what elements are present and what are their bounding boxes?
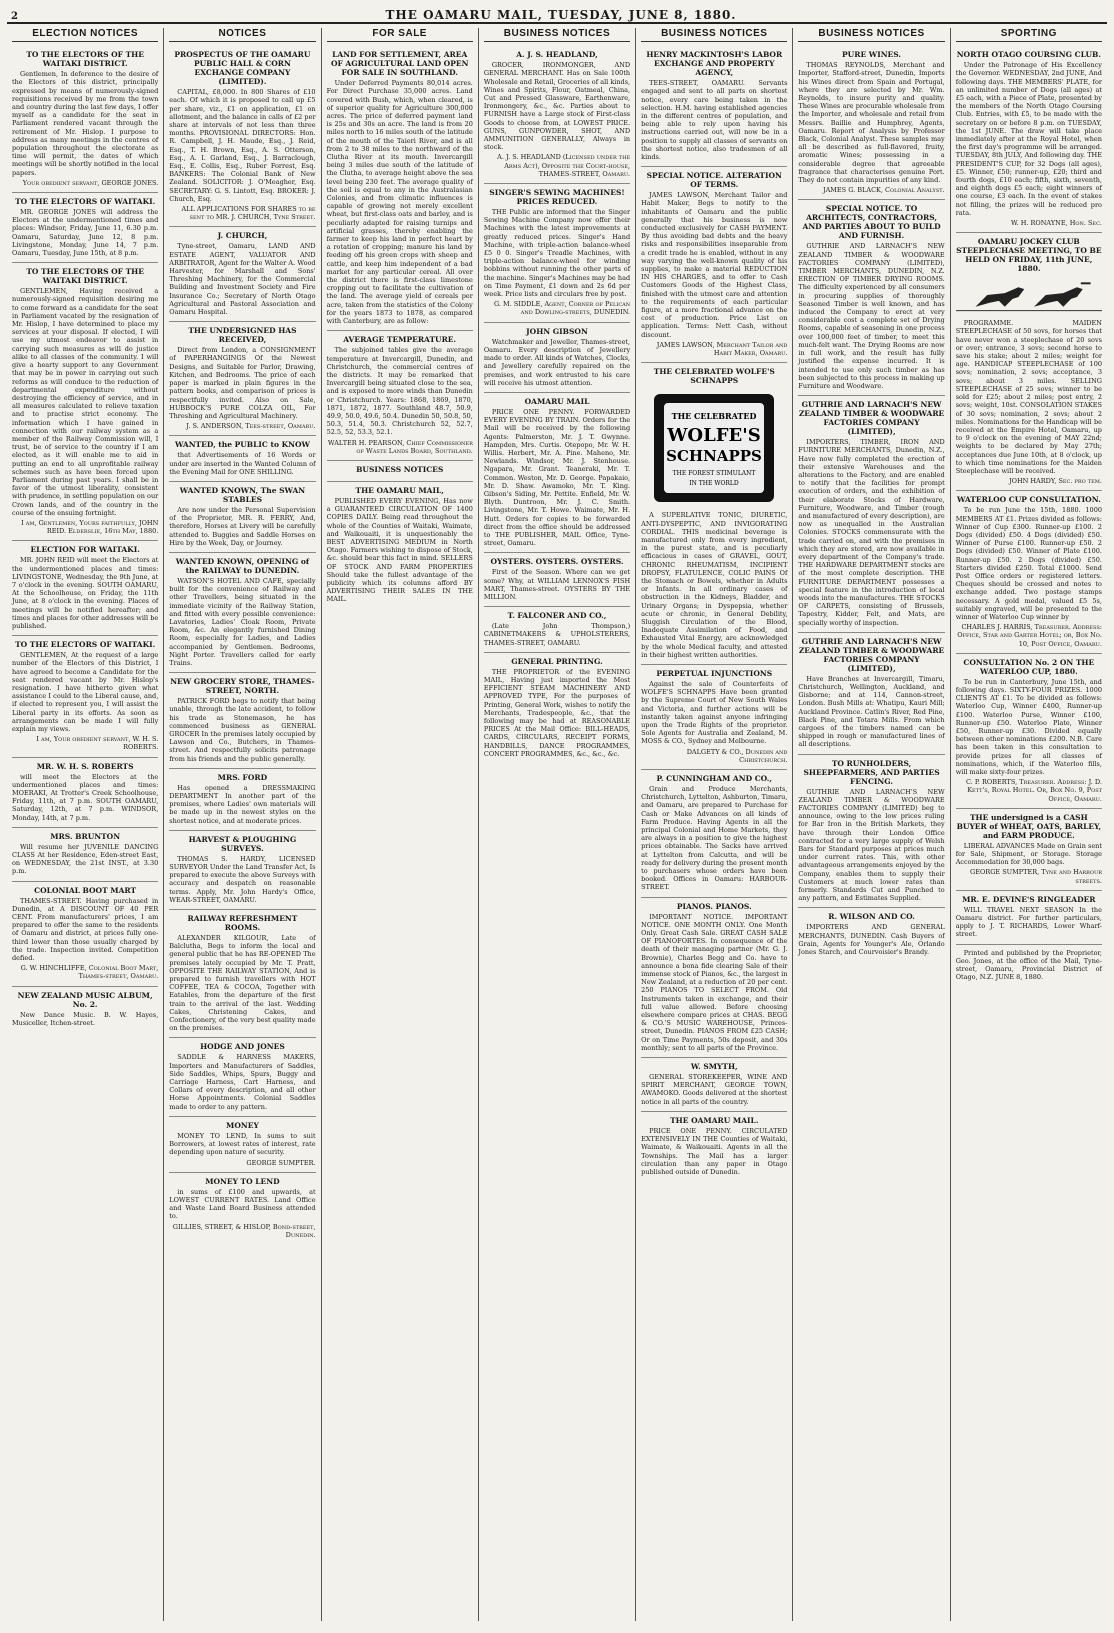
advert-body: JAMES LAWSON, Merchant Tailor and Habit Maker, Begs to notify to the inhabitants of Oamaru and the public generally that his business is now conducted exclusively for CASH PAYMENT. By thus avoiding bad debts and the heavy risks and responsibilities inseparable from a credit trade he is enabled, without in any way varying the well-known quality of his supplies, to make a material REDUCTION IN HIS CHARGES, and to offer to Cash Customers Goods of the Highest Class, finished with the utmost care and attention to the requirements of each particular figure, at a more fractional advance on the cost of production. Price List on application. Terms: Nett Cash, without discount. xyxy=(641,191,788,339)
advert-signature: JOHN HARDY, Sec. pro tem. xyxy=(1009,477,1102,486)
advert-body: THE PROPRIETOR of the EVENING MAIL, Having just imported the Most EFFICIENT STEAM MACHINERY AND APPROVED TYPE, For the purposes of Printing, General Work, wishes to notify the Merchants, Tradespeople, &c., that the following may be had at REASONABLE PRICES At the Mail Office: BILL-HEADS, CARDS, CIRCULARS, RECEIPT FORMS, HANDBILLS, DANCE PROGRAMMES, CONCERT PROGRAMMES, &c., &c., &c. xyxy=(483,667,631,758)
advert-body: Under the Patronage of His Excellency the Governor. WEDNESDAY, 2nd JUNE, And following days. THE MEMBERS' PLATE, for an unlimited number of Dogs (all ages) at £5 each, with a Piece of Plate, presented by the members of the North Otago Coursing Club. Entries, with £5, to be made with the secretary on or before 8 p.m. on TUESDAY, the 1st JUNE. The draw will take place immediately after at the Royal Hotel, when the first day's programme will be arranged. TUESDAY, 8th JULY, And following day. THE PRESIDENT'S CUP, for 32 Dogs (all ages), £5. Winner, £50; runner-up, £20; third and fourth dogs, £10 each; fifth, sixth, seventh, and eighth dogs £5 each; eight winners of one course, £3 each. In the event of stakes not filling, the prizes will be reduced pro rata. xyxy=(955,61,1102,217)
label-line: IN THE WORLD xyxy=(689,480,739,488)
advert-guthrie-and-larnach-s-new-zealand-timber xyxy=(798,396,944,633)
advert-body: THOMAS S. HARDY, LICENSED SURVEYOR Under the Land Transfer Act, Is prepared to execute the above Surveys with accuracy and despatch on reasonable terms. Apply, Mr. John Hardy's Office, WEAR-STREET, OAMARU. xyxy=(169,854,316,904)
advert-special-notice-to-architects-contractors xyxy=(798,200,944,396)
advert-to-the-electors-of-waitaki xyxy=(12,636,158,757)
advert-to-runholders-sheepfarmers-and-parties-f xyxy=(798,755,944,909)
advert-heading: T. FALCONER AND CO., xyxy=(507,611,607,621)
advert-signature: J. S. ANDERSON, Tees-street, Oamaru. xyxy=(186,422,316,431)
column-business-notices-3 xyxy=(793,28,950,1621)
advert-railway-refreshment-rooms xyxy=(169,910,315,1038)
label-line: WOLFE'S xyxy=(667,425,762,447)
label-line: SCHNAPPS xyxy=(666,447,763,466)
advert-john-gibson xyxy=(484,323,630,393)
advert-signature: I am, Your obedient servant, W. H. S. ROBERTS. xyxy=(36,735,159,752)
advert-body: To be run June the 15th, 1880. 1000 MEMBERS AT £1. Prizes divided as follows: Winner of Cup £300. Runner-up £100. 2 Dogs (divided) £50. 4 Dogs (divided) £50. Winner of Purse £100. Runner-up £50. 2 Dogs (divided) £50. Winner of Plate £100. Runner-up £50. 2 Dogs (divided) £50. Starters divided £250. Total £1000. Send Post Office orders or registered letters. Cheques should be crossed and notes to exchange added. Two postage stamps necessary. A gold medal, valued £5 5s, suitably engraved, will be presented to the winner of Waterloo Cup winner by xyxy=(955,506,1102,621)
advert-body: IMPORTERS AND GENERAL MERCHANTS, DUNEDIN. Cash Buyers of Grain, Agents for Younger's Ale, Orlando Jones Starch, and Courvoisier's Brandy. xyxy=(798,923,945,957)
advert-heading: TO THE ELECTORS OF WAITAKI. xyxy=(15,197,156,207)
bottle-icon xyxy=(649,389,779,507)
advert-heading: HODGE AND JONES xyxy=(200,1042,285,1052)
advert-heading: LAND FOR SETTLEMENT, AREA OF AGRICULTURAL LAND OPEN FOR SALE IN SOUTHLAND. xyxy=(330,50,469,78)
advert-colonial-boot-mart xyxy=(12,882,158,987)
advert-heading: MONEY xyxy=(226,1120,259,1130)
advert-heading: TO THE ELECTORS OF THE WAITAKI DISTRICT. xyxy=(26,50,144,69)
column-notices xyxy=(164,28,321,1621)
masthead xyxy=(7,6,1107,24)
horse-icon xyxy=(956,277,1102,315)
advert-oamaru-jockey-club-steeplechase-meeting- xyxy=(956,233,1102,491)
advert-body: PRICE ONE PENNY. CIRCULATED EXTENSIVELY IN THE Counties of Waitaki, Waimate, & Waikouaiti. Agents in all the Townships. The Mail has a larger circulation than any paper in Otago published outside of Dunedin. xyxy=(641,1126,788,1176)
advert-heading: HARVEST & PLOUGHING SURVEYS. xyxy=(188,834,297,853)
advert-body: Under Deferred Payments 80,014 acres. For Direct Purchase 35,000 acres. Land covered with Bush, which, when cleared, is of superior quality for Agriculture 300,000 acres. The price of deferred payment land is 25s and 30s an acre. The land is from 20 miles north to 16 miles south of the latitude of the mouth of the Taieri River, and is all from 2 to 38 miles to the northward of the Clutha River at its mouth. Invercargill being 3 miles due south of the latitude of the Clutha, to average height above the sea level being 230 feet. The average quality of the soil is equal to any in the Australasian Colonies, and from climatic influences is capable of growing not merely excellent wheat, but first-class oats and barley, and is peculiarly adapted for raising turnips and artificial grasses, thereby enabling the farmer to keep his land in perfect heart by a rotation of cropping; manure his land by feeding off his green crops with sheep and cattle, and keep him independent of a bad market for any particular cereal. All over the district there is first-class limestone cropping out to facilitate the cultivation of the land. The average yield of cereals per acre, taken from the statistics of the Colony for the years 1873 to 1878, as compared with Canterbury, are as follow: xyxy=(326,79,473,326)
advert-body: Printed and published by the Proprietor, Geo. Jones, at the office of the Mail, Tyne-street, Oamaru, Provincial District of Otago, N.Z. JUNE 8, 1880. xyxy=(955,948,1102,982)
advert-heading: MRS. FORD xyxy=(217,772,268,782)
ad-list xyxy=(956,46,1102,986)
advert-wanted-known-the-swan-stables xyxy=(169,482,315,553)
advert-body: IMPORTERS, TIMBER, IRON AND FURNITURE MERCHANTS, Dunedin, N.Z., Have now fully completed the erection of their extensive Warehouses and the alterations to the Factory, and are enabled to notify that the facilities for prompt execution of orders, and the exhibition of their elaborate Stocks of Hardware, Furniture, Woodware, and Timber (rough and manufactured of every description), are now as unequalled in the Australian Colonies. STOCKS commensurate with the trade carried on, and with the premises in which they are stored, are now available in every department of the Company's trade. THE HARDWARE DEPARTMENT stocks are of the most complete description. THE FURNITURE DEPARTMENT possesses a special feature in the introduction of local woods into the manufactures. THE STOCKS OF CARPETS, consisting of Brussels, Tapestry, Kidder, Felt, and Mats, are specially worthy of inspection. xyxy=(798,438,945,627)
advert-body: GENTLEMEN, Having received a numerously-signed requisition desiring me to come forward as a candidate for the seat in Parliament vacated by the resignation of Mr. Hislop, I have determined to place my services at your disposal. If elected, I will use my utmost endeavor to assist in carrying such measures as will do justice alike to all classes of the community. I will give a hearty support to any Government that may be in power in carrying out such reforms as will conduce to the reduction of departmental expenditure without destroying the efficiency of service, and in all measures calculated to relieve taxation and to practise strict economy. The information which I have gained in connection with our railway system as a member of the Railway Commission will, I trust, be of service to the country if I am elected, as it will enable me to aid in putting an end to all unprofitable railway schemes such as have been forced upon Parliament during past years. I shall be in favor of the utmost liberality, consistent with prudence, in settling population on our Crown lands, and of the country in the course of the ensuing fortnight. xyxy=(12,287,159,517)
advert-heading: P. CUNNINGHAM AND CO., xyxy=(656,773,773,783)
advert-money xyxy=(169,1117,315,1173)
advert-body: Are now under the Personal Supervision of the Proprietor, MR. R. FERRY, And, therefore, Horses at Livery will be carefully attended to. Buggies and Saddle Horses on Hire by the Week, Day, or Journey. xyxy=(169,505,316,547)
advert-heading: MONEY TO LEND xyxy=(205,1176,280,1186)
advert-oamaru-mail xyxy=(484,393,630,553)
ad-list xyxy=(484,46,630,763)
advert-heading: GENERAL PRINTING. xyxy=(511,656,603,666)
advert-t-falconer-and-co xyxy=(484,607,630,653)
advert-new-zealand-music-album-no-2 xyxy=(12,987,158,1032)
advert-heading: OAMARU JOCKEY CLUB STEEPLECHASE MEETING, TO BE HELD ON FRIDAY, 11th JUNE, 1880. xyxy=(956,237,1102,274)
racehorse-engraving xyxy=(956,277,1102,315)
masthead-title: THE OAMARU MAIL, TUESDAY, JUNE 8, 1880. xyxy=(385,8,737,22)
column-business-notices-2 xyxy=(636,28,793,1621)
advert-heading: ELECTION FOR WAITAKI. xyxy=(30,545,140,555)
advert-to-the-electors-of-the-waitaki-district xyxy=(12,263,158,541)
advert-body: New Dance Music. B. W. Hayes, Musiceller, Itchen-street. xyxy=(12,1010,159,1027)
advert-the-oamaru-mail xyxy=(327,482,473,609)
advert-heading: RAILWAY REFRESHMENT ROOMS. xyxy=(187,914,298,933)
advert-heading: HENRY MACKINTOSH'S LABOR EXCHANGE AND PROPERTY AGENCY, xyxy=(646,50,783,78)
advert-body: will meet the Electors at the undermentioned places and times: MOERAKI, At Trotter's Creek Schoolhouse, Friday, 11th, at 7 p.m. SOUTH OAMARU, Saturday, 12th, at 7 p.m. WINDSOR, Monday, 14th, at 7 p.m. xyxy=(12,772,159,822)
advert-body: MR. JOHN REID will meet the Electors at the undermentioned places and times: LIVINGSTONE, Wednesday, the 9th June, at 7 o'clock in the evening. SOUTH OAMARU, At the Schoolhouse, on Friday, the 11th June, at 8 o'clock in the evening. Places of meetings will be notified hereafter; and times and places for other addresses will be published. xyxy=(12,556,159,630)
advert-body: THOMAS REYNOLDS, Merchant and Importer, Stafford-street, Dunedin, Imports his Wines direct from Spain and Portugal, where they are selected by Mr. Wm. Reynolds, to insure purity and quality. These Wines are procurable wholesale from the Importer, and wholesale and retail from Messrs. Baillie and Humphrey, Agents, Oamaru. Report of Analysis by Professor Black, Colonial Analyst. These samples may all be described as full-flavored, fruity, aromatic Wines; possessing in a considerable degree that agreeable fragrance that characterises genuine Port. They do not contain impurities of any kind. xyxy=(798,61,945,185)
advert-body: First of the Season. Where can we get some? Why, at WILLIAM LENNOX'S FISH MART, Thames-street. OYSTERS BY THE MILLION. xyxy=(483,568,631,601)
advert-heading: A. J. S. HEADLAND, xyxy=(516,50,598,60)
advert-body: A SUPERLATIVE TONIC, DIURETIC, ANTI-DYSPEPTIC, AND INVIGORATING CORDIAL. THIS medicinal beverage is manufactured only from every ingredient, in the purest state, and is peculiarly efficacious in cases of GRAVEL, GOUT, CHRONIC RHEUMATISM, INCIPIENT DROPSY, FLATULENCE, COLIC PAINS Of the Stomach or Bowels, whether in Adults or Infants. In all ordinary cases of obstruction in the Kidneys, Bladder, and Urinary Organs; in Dyspepsia, whether acute or chronic, in General Debility, Sluggish Circulation of the Blood, Inadequate Assimilation of Food, and Exhausted Vital Energy, are acknowledged by the whole Medical faculty, and attested in their highest written authorities. xyxy=(641,511,788,659)
advert-body: CAPITAL, £8,000. In 800 Shares of £10 each. Of which it is proposed to call up £5 per share, viz., £1 on application, £1 on allotment, and the balance in calls of £2 per share at intervals of not less than three months. PROVISIONAL DIRECTORS: Hon. R. Campbell, J. H. Maude, Esq., J. Reid, Esq., T. H. Brown, Esq., A. S. Otterson, Esq., A. I. Garland, Esq., J. Barraclough, Esq., E. Collis, Esq., Ruber Forrest, Esq. BANKERS: The Colonial Bank of New Zealand. SOLICITOR: J. O'Meagher, Esq. SECRETARY: G. S. Lintott, Esq. BROKER: J. Church, Esq. xyxy=(169,88,316,203)
advert-body: Against the sale of Counterfeits of WOLFE'S SCHNAPPS Have been granted by the Supreme Court of New South Wales and Victoria, and further actions will be instantly taken against anyone infringing upon the Trade Rights of the proprietor. Sole Agents for Australia and Zealand, M. MOSS & CO., Sydney and Melbourne. xyxy=(641,679,788,746)
advert-heading: JOHN GIBSON xyxy=(526,326,588,336)
advert-mrs-brunton xyxy=(12,828,158,882)
advert-mr-e-devine-s-ringleader xyxy=(956,891,1102,945)
advert-heading: MR. W. H. S. ROBERTS xyxy=(36,761,134,771)
advert-harvest-ploughing-surveys xyxy=(169,831,315,910)
advert-heading: PERPETUAL INJUNCTIONS xyxy=(656,668,773,678)
advert-heading: THE CELEBRATED WOLFE'S SCHNAPPS xyxy=(653,367,775,386)
advert-body: MR. GEORGE JONES will address the Electors at the undermentioned times and places: Windsor, Friday, June 11, 6.30 p.m. Oamaru, Saturday, June 12, 8 p.m. Livingstone, Monday, June 14, 7 p.m. Oamaru, Tuesday, June 15th, at 8 p.m. xyxy=(12,208,159,258)
advert-body: Has opened a DRESSMAKING DEPARTMENT In another part of the premises, where Ladies' own materials will be made up in the newest styles on the shortest notice, and at moderate prices. xyxy=(169,783,316,825)
advert-heading: NEW ZEALAND MUSIC ALBUM, No. 2. xyxy=(17,990,153,1009)
newspaper-page xyxy=(7,6,1107,1621)
advert-the-undersigned-has-received xyxy=(169,322,315,436)
column-header: BUSINESS NOTICES xyxy=(484,28,630,42)
advert-heading: TO THE ELECTORS OF WAITAKI. xyxy=(15,640,156,650)
advert-body: Watchmaker and Jeweller, Thames-street, Oamaru. Every description of Jewellery made to order. All kinds of Watches, Clocks, and Jewellery carefully repaired on the premises, and work entrusted to his care will receive his utmost attention. xyxy=(483,337,631,387)
advert-body: TEES-STREET, OAMARU. Servants engaged and sent to all parts on shortest notice, every care being taken in the selection. H.M. having established agencies in the different centres of population, and being able to rely upon having his instructions carried out, will now be in a position to supply all classes of servants on the shortest notice, also tradesmen of all kinds. xyxy=(641,79,788,162)
advert-signature: A. J. S. HEADLAND (Licensed under the Arms Act), Opposite the Court-house, THAMES-STREET, Oamaru. xyxy=(497,153,631,178)
advert-heading: THE OAMARU MAIL. xyxy=(670,1115,759,1125)
advert-heading: THE OAMARU MAIL, xyxy=(355,485,444,495)
advert-signature: G. M. SIDDLE, Agent, Corner of Pelican and Dowling-streets, DUNEDIN. xyxy=(493,300,631,317)
advert-hodge-and-jones xyxy=(169,1038,315,1116)
advert-signature: C. P. ROBERTS, Treasurer. Address: J. D. Kett's, Royal Hotel. Or, Box No. 9, Post Office, Oamaru. xyxy=(965,778,1102,803)
advert-signature: GEORGE SUMPTER, Tyne and Harbour streets. xyxy=(970,868,1102,885)
advert-heading: MR. E. DEVINE'S RINGLEADER xyxy=(962,894,1096,904)
advert-body: PATRICK FORD begs to notify that being unable, through the late accident, to follow his trade as Stonemason, he has commenced business as GENERAL GROCER In the premises lately occupied by Lawson and Co., Butchers, in Thames-street. And respectfully solicits patronage from his friends and the public generally. xyxy=(169,697,316,763)
advert-business-notices xyxy=(327,461,473,482)
advert-body: MONEY TO LEND, In sums to suit Borrowers, at lowest rates of interest, rate depending upon nature of security. xyxy=(169,1131,316,1157)
advert-body: PRICE ONE PENNY. FORWARDED EVERY EVENING BY TRAIN. Orders for the Mail will be received by the following Agents: Palmerston, Mr. J. T. Gwynne. Hampden, Mrs. Curtis. Otepopo, Mr. W. H. Willis. Herbert, Mr. A. Pine. Maheno, Mr. Newlands. Windsor, Mr. J. Stenhouse. Ngapara, Mr. Grant. Teaneraki, Mr. T. Common. Weston, Mr. D. George. Papakaio, Mr. D. Shaw. Awamoko, Mr. T. King. Gibson's Siding, Mr. Pettite. Enfield, Mr. W. Blyth. Duntroon, Mr. J. C. Smith. Livingstone, Mr. T. Howe. Waimate, Mr. H. Hutt. Orders for copies to be forwarded direct from the office should be addressed to THE PUBLISHER, MAIL Office, Tyne-street, Oamaru. xyxy=(483,407,631,548)
advert-heading: J. CHURCH, xyxy=(217,231,268,241)
advert-mr-w-h-s-roberts xyxy=(12,758,158,828)
advert-body: Gentlemen, In deference to the desire of the Electors of this district, principally expressed by means of numerously-signed requisitions received by me from the town and country during the last few days, I offer myself as a candidate for the seat in Parliament rendered vacant through the retirement of Mr. Hislop. I purpose to address as many meetings in the centres of population throughout the electorate as time will permit, the dates of which meetings will be shortly notified in the local papers. xyxy=(12,70,159,177)
advert-notice xyxy=(956,945,1102,987)
advert-signature: CHARLES J. HARRIS, Treasurer. Address: Office, Star and Garter Hotel; or, Box No. 10, Post Office, Oamaru. xyxy=(957,623,1102,648)
advert-j-church xyxy=(169,227,315,322)
advert-body: ALEXANDER KILGOUR, Late of Balclutha, Begs to inform the local and general public that he has RE-OPENED The premises lately occupied by Mr. T. Pratt, OPPOSITE THE RAILWAY STATION, And is prepared to furnish travellers with HOT COFFEE, TEA & COCOA, Together with Eatables, from the departure of the first train to the arrival of the last. Wedding Cakes, Christening Cakes, and Confectionery, of the very best quality made on the premises. xyxy=(169,934,316,1033)
advert-body: Direct from London, a CONSIGNMENT of PAPERHANGINGS Of the Newest Designs, and Suitable for Parlor, Drawing, Kitchen, and Bedrooms. The price of each paper is marked in plain figures in the pattern books, and comparison of prices is respectfully invited. Also on Sale, HUBBOCK'S PURE COLZA OIL, For Threshing and Agricultural Machinery. xyxy=(169,346,316,420)
advert-general-printing xyxy=(484,653,630,763)
advert-body: To be run in Canterbury, June 15th, and following days. SIXTY-FOUR PRIZES. 1000 CLIENTS AT £1. To be divided as follows: Waterloo Cup, Winner £400, Runner-up £100. Waterloo Purse, Winner £100, Runner-up £50. Waterloo Plate, Winner £50, Runner-up £30. Divided equally between other nominations £200. N.B. Care has been taken in this consultation to provide prizes for all classes of nominations, which, if the Waterloo fills, will make sixty-four prizes. xyxy=(955,677,1102,777)
advert-the-celebrated-wolfe-s-schnapps xyxy=(641,363,787,665)
advert-heading: OAMARU MAIL xyxy=(524,396,590,406)
column-sporting xyxy=(951,28,1107,1621)
advert-body: GUTHRIE AND LARNACH'S NEW ZEALAND TIMBER & WOODWARE FACTORIES COMPANY (LIMITED), TIMBER MERCHANTS, DUNEDIN, N.Z. ERECTION OF TIMBER DRYING ROOMS. The difficulty experienced by all consumers in procuring supplies of thoroughly Seasoned Timber is well known, and has induced the Company to erect at very considerable cost a complete set of Drying Rooms, capable of seasoning in one process over 100,000 feet of timber, to meet this much-felt want. The Drying Rooms are now in full work, and the result has fully justified the expense incurred. It is intended to use only such timber as has been subjected to this process in making up Furniture and Woodware. xyxy=(798,242,945,390)
advert-body: GUTHRIE AND LARNACH'S NEW ZEALAND TIMBER & WOODWARE FACTORIES COMPANY (LIMITED) beg to announce, owing to the low prices ruling for Bar Iron in the British Markets, they have through their London Office contracted for a very large supply of Welsh Bars for Standard purposes at prices much under current rates. This, with other advantageous arrangements enjoyed by the Company, enables them to supply their Customers at much lower rates than formerly. Standards Cut and Punched to any pattern, and Estimates Supplied. xyxy=(798,787,945,903)
advert-guthrie-and-larnach-s-new-zealand-timber xyxy=(798,633,944,755)
advert-new-grocery-store-thames-street-north xyxy=(169,673,315,769)
column-header: BUSINESS NOTICES xyxy=(798,28,944,42)
advert-p-cunningham-and-co xyxy=(641,770,787,898)
advert-heading: SPECIAL NOTICE. ALTERATION OF TERMS. xyxy=(646,171,782,190)
advert-body: THE Public are informed that the Singer Sewing Machine Company now offer their Machines with the latest improvements at greatly reduced prices. Singer's Hand Machine, with triple-action balance-wheel £5 0 0. Singer's Treadle Machines, with triple-action balance-wheel for winding bobbins without running the other parts of the machine. Singer's Machines may be had on Time Payment, £1 down and 2s 6d per week. Price lists and circulars free by post. xyxy=(483,208,631,299)
advert-heading: MRS. BRUNTON xyxy=(50,831,121,841)
advert-heading: W. SMYTH, xyxy=(690,1062,738,1072)
advert-heading: SPECIAL NOTICE. TO ARCHITECTS, CONTRACTORS, AND PARTIES ABOUT TO BUILD AND FURNISH. xyxy=(802,204,941,241)
advert-to-the-electors-of-waitaki xyxy=(12,193,158,263)
advert-perpetual-injunctions xyxy=(641,665,787,770)
ad-list xyxy=(12,46,158,1032)
advert-body: GENERAL STOREKEEPER, WINE AND SPIRIT MERCHANT, GEORGE TOWN, AWAMOKO. Goods delivered at the shortest notice in all parts of the country. xyxy=(641,1073,788,1106)
advert-body: that Advertisements of 16 Words or under are inserted in the Wanted Column of the Evening Mail for ONE SHILLING. xyxy=(169,451,316,476)
column-header: ELECTION NOTICES xyxy=(12,28,158,42)
column-for-sale xyxy=(322,28,479,1621)
advert-heading: BUSINESS NOTICES xyxy=(356,464,444,474)
advert-heading: WANTED KNOWN, The SWAN STABLES xyxy=(179,485,306,504)
advert-body: IMPORTANT NOTICE. IMPORTANT NOTICE. ONE MONTH ONLY. One Month Only. Great Cash Sale. GREAT CASH SALE OF PIANOFORTES. In consequence of the death of their managing partner (Mr. G. J. Brownie), Charles Begg and Co. have to announce a bona fide clearing Sale of their immense stock of Pianos, &c., the largest in New Zealand, at a reduction of 20 per cent. 250 PIANOS TO SELECT FROM. Old Instruments taken in exchange, and their full value allowed. Before choosing elsewhere compare prices at CHAS. BEGG & CO.'S MUSIC WAREHOUSE, Princes-street, Dunedin. PIANOS FROM £25 CASH; Or on Time Payments, 50s deposit, and 30s monthly; sent to all parts of the Province. xyxy=(641,912,788,1052)
advert-heading: PROSPECTUS OF THE OAMARU PUBLIC HALL & CORN EXCHANGE COMPANY (LIMITED). xyxy=(174,50,311,87)
advert-signature: JAMES G. BLACK, Colonial Analyst. xyxy=(822,186,945,195)
advert-signature: I am, Gentlemen, Yours faithfully, JOHN REID. Elderslie, 16th May, 1880. xyxy=(21,518,159,536)
ad-list xyxy=(169,46,315,1244)
column-header: SPORTING xyxy=(956,28,1102,42)
advert-w-smyth xyxy=(641,1058,787,1112)
ad-list xyxy=(798,46,944,961)
advert-body: Have Branches at Invercargill, Timaru, Christchurch, Wellington, Auckland, and Gisborne; and at 114, Cannon-street, London. Bush Mills at: Whatipu, Kauri Mill; Auckland Province. Catlin's River, Red Pine, Black Pine, and Totara Mills. From which cargoes of the timbers named can be shipped in rough or manufactured lines of all descriptions. xyxy=(798,674,945,749)
advert-heading: GUTHRIE AND LARNACH'S NEW ZEALAND TIMBER & WOODWARE FACTORIES COMPANY (LIMITED), xyxy=(798,636,945,673)
ad-list xyxy=(641,46,787,1181)
advert-heading: CONSULTATION No. 2 ON THE WATERLOO CUP, 1880. xyxy=(963,657,1095,676)
advert-signature: W. H. RONAYNE, Hon. Sec. xyxy=(1011,219,1102,228)
advert-body: Will resume her JUVENILE DANCING CLASS At her Residence, Eden-street East, on WEDNESDAY, the 21st INST., at 3.30 p.m. xyxy=(12,842,159,876)
advert-heading: R. WILSON AND CO. xyxy=(828,912,915,922)
advert-henry-mackintosh-s-labor-exchange-and-pr xyxy=(641,46,787,167)
advert-r-wilson-and-co xyxy=(798,908,944,961)
advert-heading: TO RUNHOLDERS, SHEEPFARMERS, AND PARTIES FENCING. xyxy=(803,758,940,786)
advert-heading: NEW GROCERY STORE, THAMES-STREET, NORTH. xyxy=(170,677,315,696)
advert-body: GENTLEMEN, At the request of a large number of the Electors of this District, I have agreed to become a Candidate for the seat rendered vacant by Mr. Hislop's resignation. I have hitherto given what assistance I could to the Liberal cause, and, if elected to represent you, I will assist the Liberal party in its efforts. As soon as arrangements can be made I will fully explain my views. xyxy=(12,651,159,734)
advert-body: WILL TRAVEL NEXT SEASON In the Oamaru district. For further particulars, apply to J. T. RICHARDS, Lower Wharf-street. xyxy=(955,905,1102,939)
advert-heading: COLONIAL BOOT MART xyxy=(34,885,137,895)
column-header: BUSINESS NOTICES xyxy=(641,28,787,42)
advert-to-the-electors-of-the-waitaki-district xyxy=(12,46,158,193)
advert-land-for-settlement-area-of-agricultural xyxy=(327,46,473,331)
advert-a-j-s-headland xyxy=(484,46,630,184)
advert-heading: OYSTERS. OYSTERS. OYSTERS. xyxy=(490,557,624,567)
advert-heading: WANTED, the PUBLIC to KNOW xyxy=(174,440,310,450)
advert-heading: THE UNDERSIGNED HAS RECEIVED, xyxy=(188,326,297,345)
advert-body: SADDLE & HARNESS MAKERS, Importers and Manufacturers of Saddles, Side Saddles, Whips, Spurs, Buggy and Carriage Harness, Cart Harness, and Collars of every description, and all other Horse Appointments. Colonial Saddles made to order to any pattern. xyxy=(169,1053,316,1111)
page-number: 2 xyxy=(11,11,19,22)
label-line: THE CELEBRATED xyxy=(671,411,757,422)
advert-body: GROCER, IRONMONGER, AND GENERAL MERCHANT. Has on Sale 100th Wholesale and Retail, Groceries of all kinds, Wines and Spirits, Flour, Oatmeal, China, Cut and Pressed Glassware, Earthenware, Ironmongery, &c., &c. Parties about to FURNISH have a Large stock of First-class Goods to choose from, at LOWEST PRICE. GUNS, GUNPOWDER, SHOT, AND AMMUNITION GENERALLY, Always in stock. xyxy=(483,61,631,152)
advert-signature: JAMES LAWSON, Merchant Tailor and Habit Maker, Oamaru. xyxy=(656,340,788,358)
advert-pianos-pianos xyxy=(641,898,787,1058)
advert-heading: TO THE ELECTORS OF THE WAITAKI DISTRICT. xyxy=(26,267,144,286)
advert-heading: NORTH OTAGO COURSING CLUB. xyxy=(956,50,1101,60)
advert-body: PROGRAMME. MAIDEN STEEPLECHASE of 50 sovs, for horses that have never won a steeplechase of 20 sovs or over; entrance, 3 sovs; second horse to save his stake; about 2 miles; weight for age. HANDICAP STEEPLECHASE of 100 sovs; nomination, 2 sovs; acceptance, 3 sovs; about 3 miles. SELLING STEEPLECHASE of 25 sovs; winner to be sold for £25; about 2 miles; post entry, 2 sovs; weight, 10st. CONSOLATION STAKES of 30 sovs; nomination, 2 sovs; about 2 miles. Nominations for the Handicap will be received at the Empire Hotel, Oamaru, up to 9 o'clock on the evening of MAY 22nd; weights to be declared by May 27th; acceptances due June 10th, at 8 o'clock, up to which time nominations for the Maiden Steeplechase will be received. xyxy=(955,319,1102,475)
advert-body: Tyne-street, Oamaru, LAND AND ESTATE AGENT, VALUATOR AND ARBITRATOR, Agent for the Walter A. Wood Harvester, for Marshall and Sons' Threshing Machinery, for the Commercial Building and Investment Society and Fire Insurance Co.; Secretary of North Otago Agricultural and Pastoral Association and Oamaru Hospital. xyxy=(169,242,316,317)
advert-wanted-known-opening-of-the-railway-to-d xyxy=(169,553,315,673)
advert-the-oamaru-mail xyxy=(641,1112,787,1181)
advert-heading: AVERAGE TEMPERATURE. xyxy=(343,335,457,345)
column-election-notices xyxy=(7,28,164,1621)
advert-heading: WATERLOO CUP CONSULTATION. xyxy=(956,495,1101,505)
advert-election-for-waitaki xyxy=(12,541,158,636)
advert-body: Grain and Produce Merchants, Christchurch, Lyttelton, Ashburton, Timaru, and Oamaru, are prepared to Purchase for Cash or Make Advances on all kinds of Farm Produce. Having Agents in all the principal Colonial and Home Markets, they are always in a position to give the highest prices obtainable. The Sacks have arrived at Lyttelton from Calcutta, and will be ready for delivery during the present month to purchasers whose orders have been booked. Offices in Oamaru: HARBOUR-STREET. xyxy=(641,784,788,892)
advert-special-notice-alteration-of-terms xyxy=(641,167,787,363)
advert-signature: GILLIES, STREET, & HISLOP, Bond-street, Dunedin. xyxy=(172,1222,316,1239)
advert-heading: PIANOS. PIANOS. xyxy=(676,901,752,911)
label-line: THE FOREST STIMULANT xyxy=(672,470,756,478)
advert-mrs-ford xyxy=(169,769,315,831)
advert-body: (Late John Thompson,) CABINETMAKERS & UPHOLSTERERS, THAMES-STREET, OAMARU. xyxy=(483,622,631,647)
advert-signature: DALGETY & CO., Dunedin and Christchurch. xyxy=(686,747,788,764)
advert-heading: WANTED KNOWN, OPENING of the RAILWAY to DUNEDIN. xyxy=(175,556,310,575)
advert-pure-wines xyxy=(798,46,944,200)
advert-signature: Your obedient servant, GEORGE JONES. xyxy=(22,178,159,187)
advert-heading: SINGER'S SEWING MACHINES! PRICES REDUCED. xyxy=(489,188,625,207)
advert-heading: GUTHRIE AND LARNACH'S NEW ZEALAND TIMBER & WOODWARE FACTORIES COMPANY (LIMITED), xyxy=(798,400,945,437)
advert-oysters-oysters-oysters xyxy=(484,553,630,607)
advert-heading: PURE WINES. xyxy=(842,50,902,60)
advert-north-otago-coursing-club xyxy=(956,46,1102,233)
advert-body: LIBERAL ADVANCES Made on Grain sent for Sale, Shipment, or Storage. Storage Accommodation for 30,000 bags. xyxy=(955,841,1102,867)
advert-signature: GEORGE SUMPTER. xyxy=(246,1158,316,1167)
advert-body: in sums of £100 and upwards, at LOWEST CURRENT RATES. Land Office and Waste Land Board Business attended to. xyxy=(169,1187,316,1221)
column-header: NOTICES xyxy=(169,28,315,42)
advert-waterloo-cup-consultation xyxy=(956,491,1102,653)
advert-body: The subjoined tables give the average temperature at Invercargill, Dunedin, and Christchurch, the commercial centres of the districts. It may be remarked that Invercargill being situated close to the sea, and is exposed to more winds than Dunedin or Christchurch. Years: 1868, 1869, 1870, 1871, 1872, 1877. Southland 48.7, 50.9, 49.9, 50.0, 49.6, 50.4. Dunedin 50, 50.8, 50, 50.3, 51.4, 50.3. Christchurch 52, 52.7, 52.5, 52, 53.3, 52.1. xyxy=(326,346,473,437)
ad-list xyxy=(327,46,473,608)
advert-the-undersigned-is-a-cash-buyer-of-wheat xyxy=(956,809,1102,891)
advert-signature: ALL APPLICATIONS FOR SHARES to be sent to MR. J. CHURCH, Tyne Street. xyxy=(181,205,316,222)
advert-heading: THE undersigned is a CASH BUYER of WHEAT, OATS, BARLEY, and FARM PRODUCE. xyxy=(956,812,1102,840)
schnapps-bottle-illustration xyxy=(649,389,779,507)
column-business-notices-1 xyxy=(479,28,636,1621)
columns xyxy=(7,28,1107,1621)
advert-body: PUBLISHED EVERY EVENING, Has now a GUARANTEED CIRCULATION OF 1400 COPIES DAILY. Being read throughout the whole of the Counties of Waitaki, Waimate, and Waikouaiti, it is unquestionably the BEST ADVERTISING MEDIUM in North Otago. Farmers wishing to dispose of Stock, &c. should bear this fact in mind. SELLERS OF STOCK AND FARM PROPERTIES Should take the fullest advantage of the publicity which its columns afford BY ADVERTISING THEIR SALES IN THE MAIL. xyxy=(326,496,473,604)
advert-signature: WALTER H. PEARSON, Chief Commissioner of Waste Lands Board, Southland. xyxy=(327,438,473,455)
advert-average-temperature xyxy=(327,331,473,461)
advert-wanted-the-public-to-know xyxy=(169,436,315,482)
advert-signature: G. W. HINCHLIFFE, Colonial Boot Mart, Thames-street, Oamaru. xyxy=(20,964,159,981)
column-header: FOR SALE xyxy=(327,28,473,42)
advert-money-to-lend xyxy=(169,1173,315,1244)
advert-consultation-no-2-on-the-waterloo-cup-18 xyxy=(956,654,1102,809)
advert-body: THAMES-STREET. Having purchased in Dunedin, at A DISCOUNT OF 40 PER CENT. From manufacturers' prices, I am prepared to offer the same to the residents of Oamaru and district, at prices fully one-third lower than those usually charged by the trade. Inspection invited. Competition defied. xyxy=(12,896,159,963)
advert-prospectus-of-the-oamaru-public-hall-cor xyxy=(169,46,315,227)
advert-singer-s-sewing-machines-prices-reduced xyxy=(484,184,630,323)
advert-body: WATSON'S HOTEL AND CAFE, specially built for the convenience of Railway and other Travellers, being situated in the immediate vicinity of the Railway Station, and fitted with every possible convenience: Lavatories, Ladies' Cloak Room, Private Room, &c. An elegantly furnished Dining Room, especially for Ladies, and Ladies accompanied by Gentlemen. Bedrooms, Night Porter. Travellers called for early Trains. xyxy=(169,576,316,667)
